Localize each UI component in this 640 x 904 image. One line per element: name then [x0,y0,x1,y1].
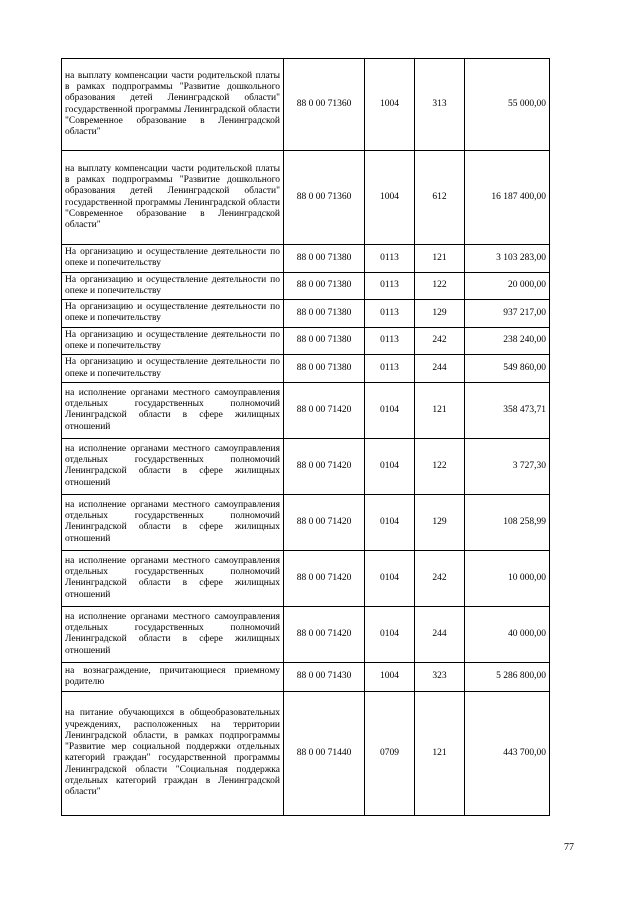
row-description: на исполнение органами местного самоуправления отдельных государственных полномочий Ленинградской области в сфере жилищных отношений [62,438,284,494]
row-description: На организацию и осуществление деятельности по опеке и попечительству [62,245,284,273]
row-csr-code: 88 0 00 71420 [284,606,365,662]
row-expense-type: 242 [415,550,465,606]
row-amount: 20 000,00 [465,272,550,300]
table-row [62,300,550,328]
row-amount: 549 860,00 [465,355,550,383]
row-amount: 108 258,99 [465,494,550,550]
row-amount: 5 286 800,00 [465,662,550,691]
row-section-code: 1004 [365,59,415,151]
row-description: на выплату компенсации части родительской платы в рамках подпрограммы "Развитие дошкольного образования детей Ленинградской области" государственной программы Ленинградской области "Современное образование в Ленинградской области" [62,59,284,151]
row-section-code: 0113 [365,327,415,355]
row-amount: 358 473,71 [465,382,550,438]
row-expense-type: 121 [415,382,465,438]
row-section-code: 0104 [365,438,415,494]
row-section-code: 0709 [365,691,415,815]
table-row [62,355,550,383]
row-expense-type: 121 [415,245,465,273]
table-row [62,245,550,273]
row-description: На организацию и осуществление деятельности по опеке и попечительству [62,327,284,355]
row-amount: 10 000,00 [465,550,550,606]
table-row [62,662,550,691]
row-section-code: 1004 [365,662,415,691]
row-description: На организацию и осуществление деятельности по опеке и попечительству [62,300,284,328]
table-row [62,151,550,245]
row-csr-code: 88 0 00 71440 [284,691,365,815]
row-csr-code: 88 0 00 71380 [284,355,365,383]
row-csr-code: 88 0 00 71380 [284,327,365,355]
row-section-code: 0113 [365,300,415,328]
row-csr-code: 88 0 00 71380 [284,300,365,328]
page-number: 77 [564,842,574,853]
row-section-code: 0104 [365,550,415,606]
row-amount: 3 727,30 [465,438,550,494]
row-amount: 443 700,00 [465,691,550,815]
row-description: на вознаграждение, причитающиеся приемному родителю [62,662,284,691]
row-amount: 238 240,00 [465,327,550,355]
budget-table [61,58,550,816]
row-section-code: 0113 [365,272,415,300]
table-row [62,272,550,300]
row-section-code: 0104 [365,382,415,438]
row-expense-type: 242 [415,327,465,355]
row-section-code: 0104 [365,494,415,550]
table-row [62,691,550,815]
row-expense-type: 323 [415,662,465,691]
row-description: на исполнение органами местного самоуправления отдельных государственных полномочий Ленинградской области в сфере жилищных отношений [62,494,284,550]
table-row [62,606,550,662]
row-csr-code: 88 0 00 71420 [284,382,365,438]
row-description: На организацию и осуществление деятельности по опеке и попечительству [62,272,284,300]
row-expense-type: 313 [415,59,465,151]
row-expense-type: 244 [415,355,465,383]
row-amount: 40 000,00 [465,606,550,662]
row-section-code: 0113 [365,245,415,273]
row-section-code: 0113 [365,355,415,383]
table-row [62,438,550,494]
row-section-code: 0104 [365,606,415,662]
row-csr-code: 88 0 00 71380 [284,272,365,300]
row-expense-type: 129 [415,494,465,550]
row-amount: 3 103 283,00 [465,245,550,273]
row-amount: 16 187 400,00 [465,151,550,245]
row-expense-type: 122 [415,438,465,494]
row-section-code: 1004 [365,151,415,245]
row-csr-code: 88 0 00 71360 [284,151,365,245]
table-body [62,59,550,816]
table-row [62,550,550,606]
table-row [62,382,550,438]
row-amount: 937 217,00 [465,300,550,328]
row-csr-code: 88 0 00 71420 [284,494,365,550]
row-expense-type: 244 [415,606,465,662]
row-amount: 55 000,00 [465,59,550,151]
row-expense-type: 129 [415,300,465,328]
row-csr-code: 88 0 00 71380 [284,245,365,273]
row-description: на исполнение органами местного самоуправления отдельных государственных полномочий Ленинградской области в сфере жилищных отношений [62,606,284,662]
row-csr-code: 88 0 00 71360 [284,59,365,151]
table-row [62,494,550,550]
row-expense-type: 122 [415,272,465,300]
row-description: на исполнение органами местного самоуправления отдельных государственных полномочий Ленинградской области в сфере жилищных отношений [62,550,284,606]
row-description: на питание обучающихся в общеобразовательных учреждениях, расположенных на территории Ленинградской области, в рамках подпрограммы "Развитие мер социальной поддержки отдельных категорий граждан" государственной программы Ленинградской области "Социальная поддержка отдельных категорий граждан в Ленинградской области" [62,691,284,815]
row-expense-type: 121 [415,691,465,815]
row-description: на выплату компенсации части родительской платы в рамках подпрограммы "Развитие дошкольного образования детей Ленинградской области" государственной программы Ленинградской области "Современное образование в Ленинградской области" [62,151,284,245]
row-csr-code: 88 0 00 71420 [284,550,365,606]
row-expense-type: 612 [415,151,465,245]
table-row [62,59,550,151]
row-description: На организацию и осуществление деятельности по опеке и попечительству [62,355,284,383]
row-csr-code: 88 0 00 71430 [284,662,365,691]
row-csr-code: 88 0 00 71420 [284,438,365,494]
table-row [62,327,550,355]
row-description: на исполнение органами местного самоуправления отдельных государственных полномочий Ленинградской области в сфере жилищных отношений [62,382,284,438]
